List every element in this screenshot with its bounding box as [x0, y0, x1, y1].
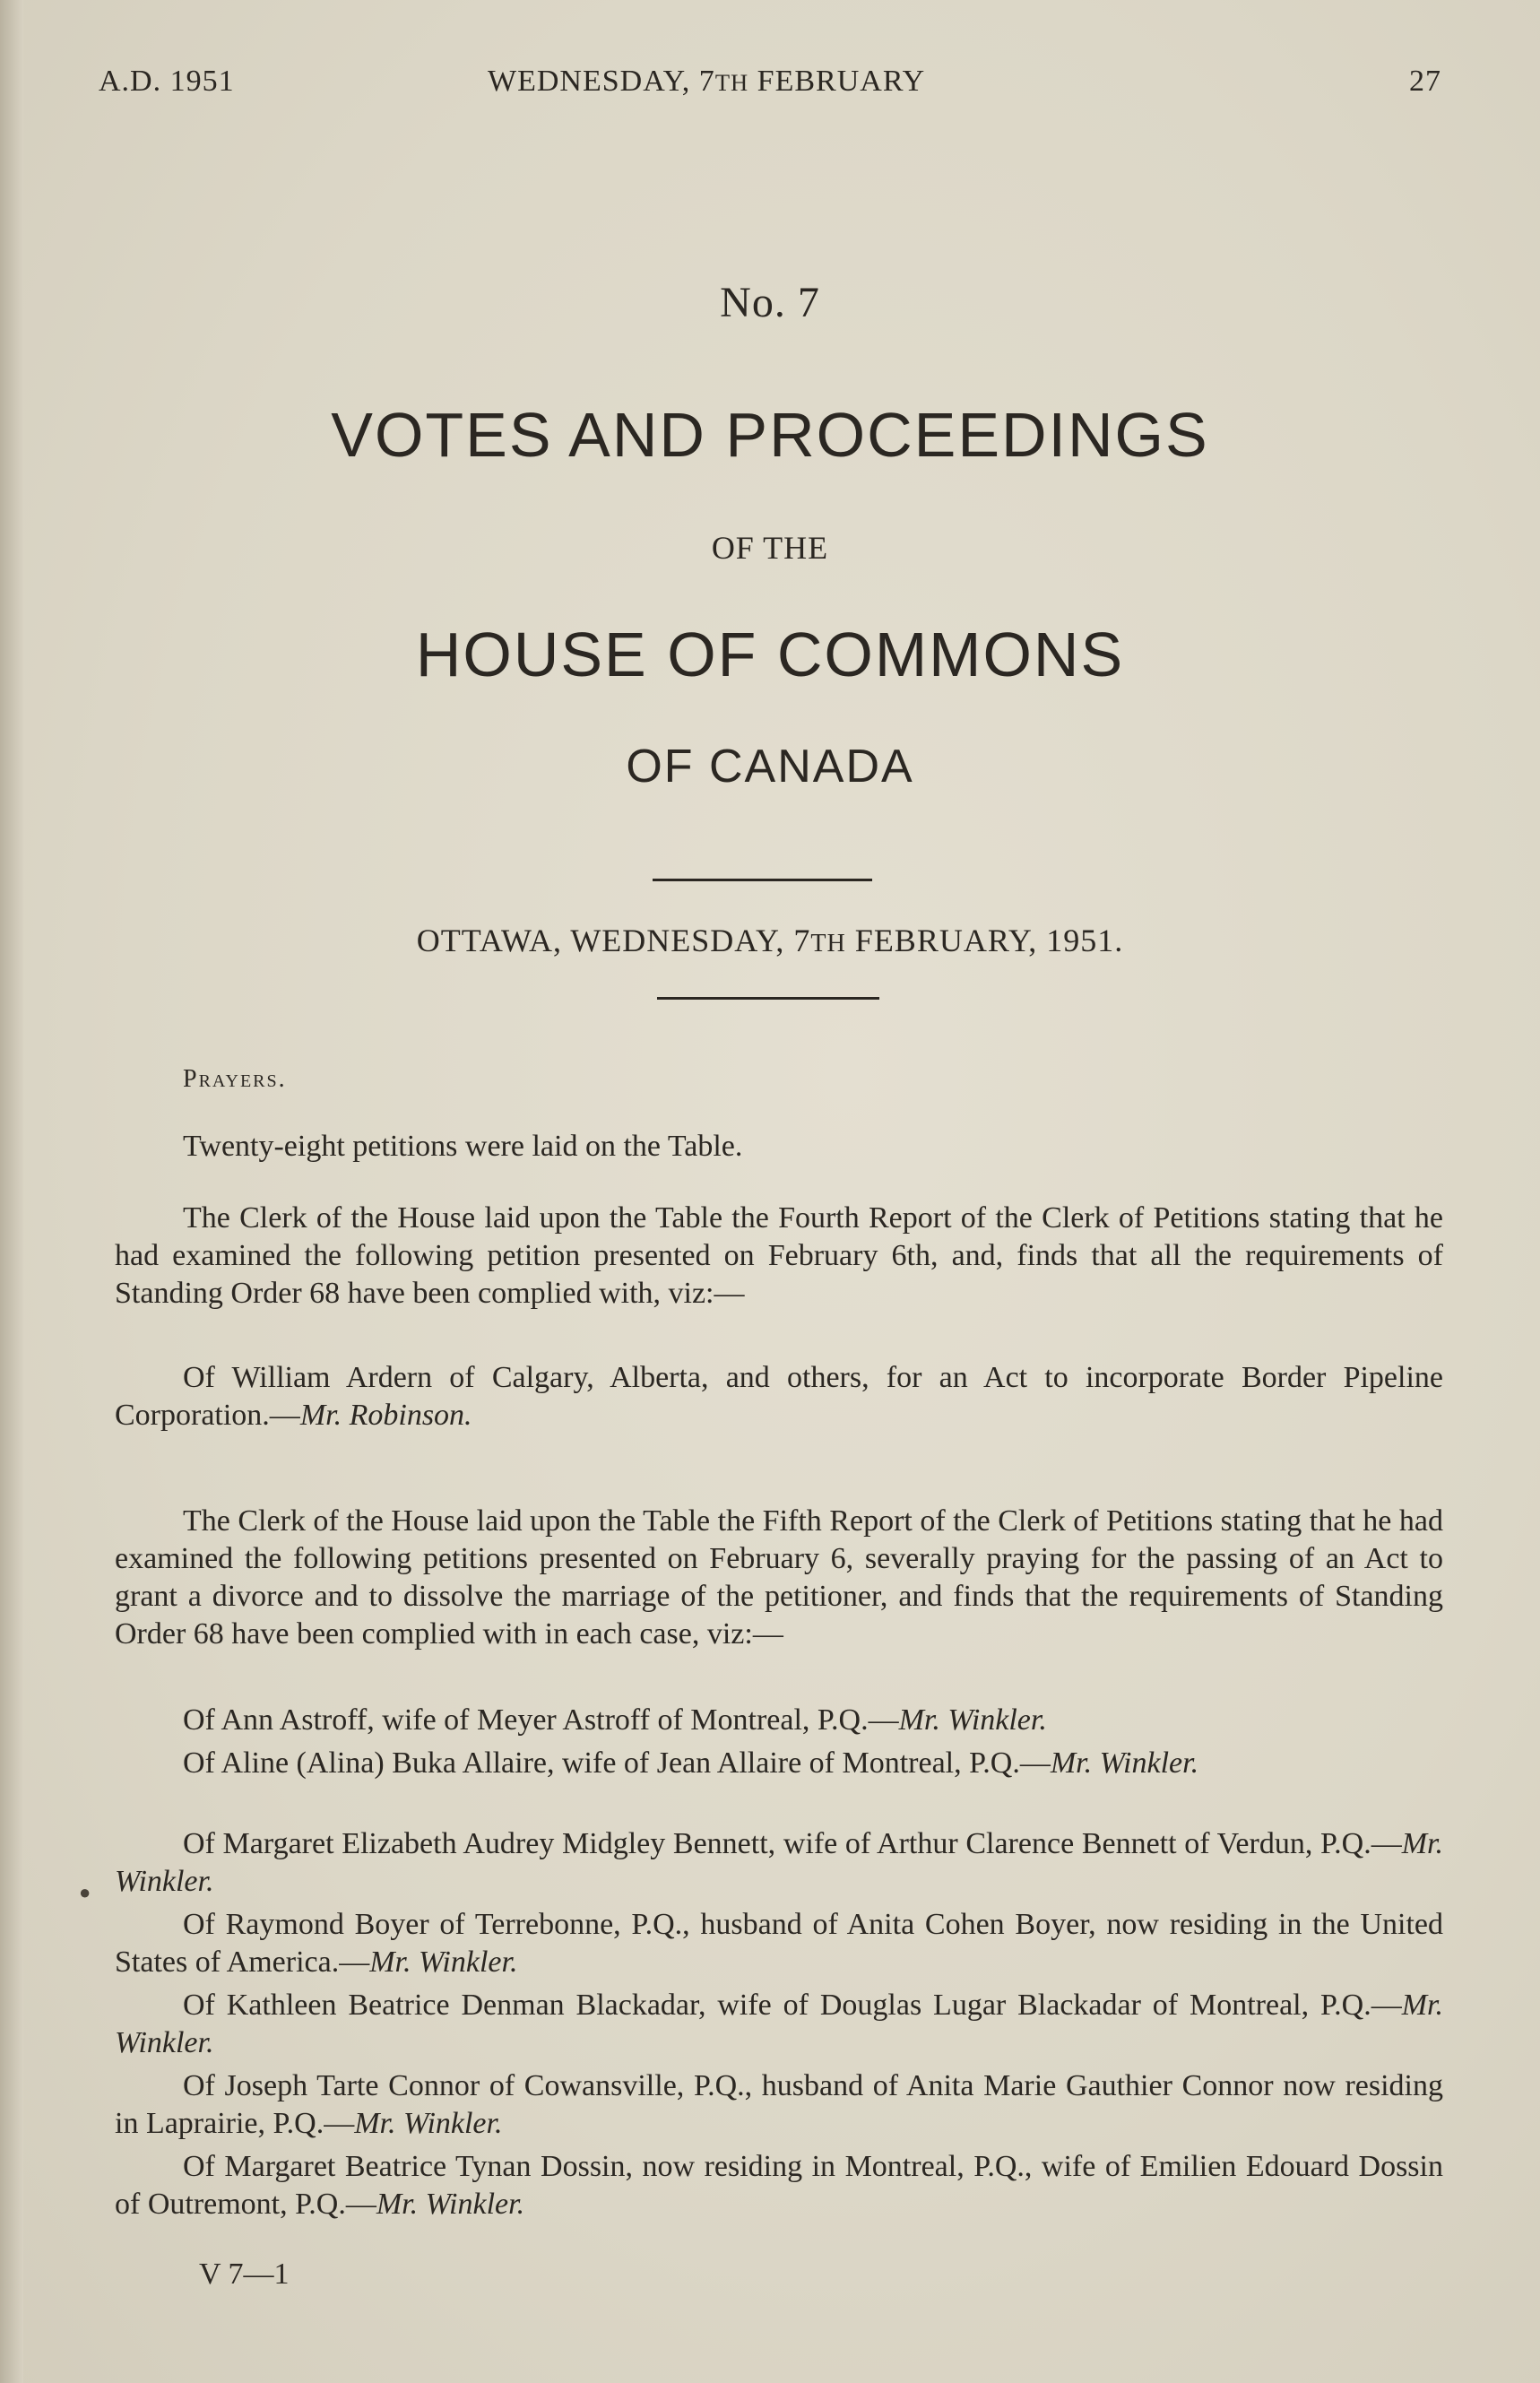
divider-bottom [657, 997, 879, 1000]
prayers-heading: Prayers. [183, 1065, 287, 1093]
house-title: HOUSE OF COMMONS [415, 620, 1125, 689]
dateline: OTTAWA, WEDNESDAY, 7TH FEBRUARY, 1951. [416, 923, 1124, 958]
page-number: 27 [1409, 65, 1441, 98]
petitions-laid: Twenty-eight petitions were laid on the Table. [183, 1130, 743, 1163]
fourth-report-paragraph: The Clerk of the House laid upon the Table the Fourth Report of the Clerk of Petitions stating that he had examined the following petition presented on February 6th, and, finds that all the requirements of Standing Order 68 have been complied with, viz:— [115, 1201, 1443, 1310]
fourth-report-item: Of William Ardern of Calgary, Alberta, and others, for an Act to incorporate Border Pipeline Corporation.—Mr. Robinson. [115, 1361, 1443, 1432]
fifth-report-paragraph: The Clerk of the House laid upon the Table the Fifth Report of the Clerk of Petitions stating that he had examined the following petitions presented on February 6, severally praying for the passing of an Act to grant a divorce and to dissolve the marriage of the petitioner, and finds that the requirements of Standing Order 68 have been complied with in each case, viz:— [115, 1504, 1443, 1651]
list-item: Of Margaret Elizabeth Audrey Midgley Bennett, wife of Arthur Clarence Bennett of Verdun, P.Q.—Mr. Winkler. [115, 1827, 1443, 1898]
divider-top [653, 879, 872, 881]
margin-bullet-icon: ● [79, 1881, 91, 1903]
member-name: Mr. Robinson. [299, 1399, 472, 1432]
running-head-date: WEDNESDAY, 7TH FEBRUARY [488, 65, 926, 98]
title-connector: OF THE [711, 530, 829, 566]
list-item: Of Joseph Tarte Connor of Cowansville, P.Q., husband of Anita Marie Gauthier Connor now residing in Laprairie, P.Q.—Mr. Winkler. [115, 2069, 1443, 2140]
list-item: Of Aline (Alina) Buka Allaire, wife of Jean Allaire of Montreal, P.Q.—Mr. Winkler. [183, 1746, 1199, 1780]
list-item: Of Kathleen Beatrice Denman Blackadar, wife of Douglas Lugar Blackadar of Montreal, P.Q.—Mr. Winkler. [115, 1989, 1443, 2059]
list-item: Of Margaret Beatrice Tynan Dossin, now residing in Montreal, P.Q., wife of Emilien Edouard Dossin of Outremont, P.Q.—Mr. Winkler. [115, 2150, 1443, 2221]
country-title: OF CANADA [626, 741, 914, 793]
running-head-year: A.D. 1951 [99, 65, 235, 98]
list-item: Of Raymond Boyer of Terrebonne, P.Q., husband of Anita Cohen Boyer, now residing in the United States of America.—Mr. Winkler. [115, 1908, 1443, 1979]
document-title: VOTES AND PROCEEDINGS [331, 400, 1209, 470]
running-head [99, 65, 1441, 109]
list-item: Of Ann Astroff, wife of Meyer Astroff of Montreal, P.Q.—Mr. Winkler. [183, 1703, 1047, 1737]
issue-number: No. 7 [720, 279, 820, 326]
signature-mark: V 7—1 [199, 2257, 290, 2291]
binding-edge [0, 0, 23, 2383]
